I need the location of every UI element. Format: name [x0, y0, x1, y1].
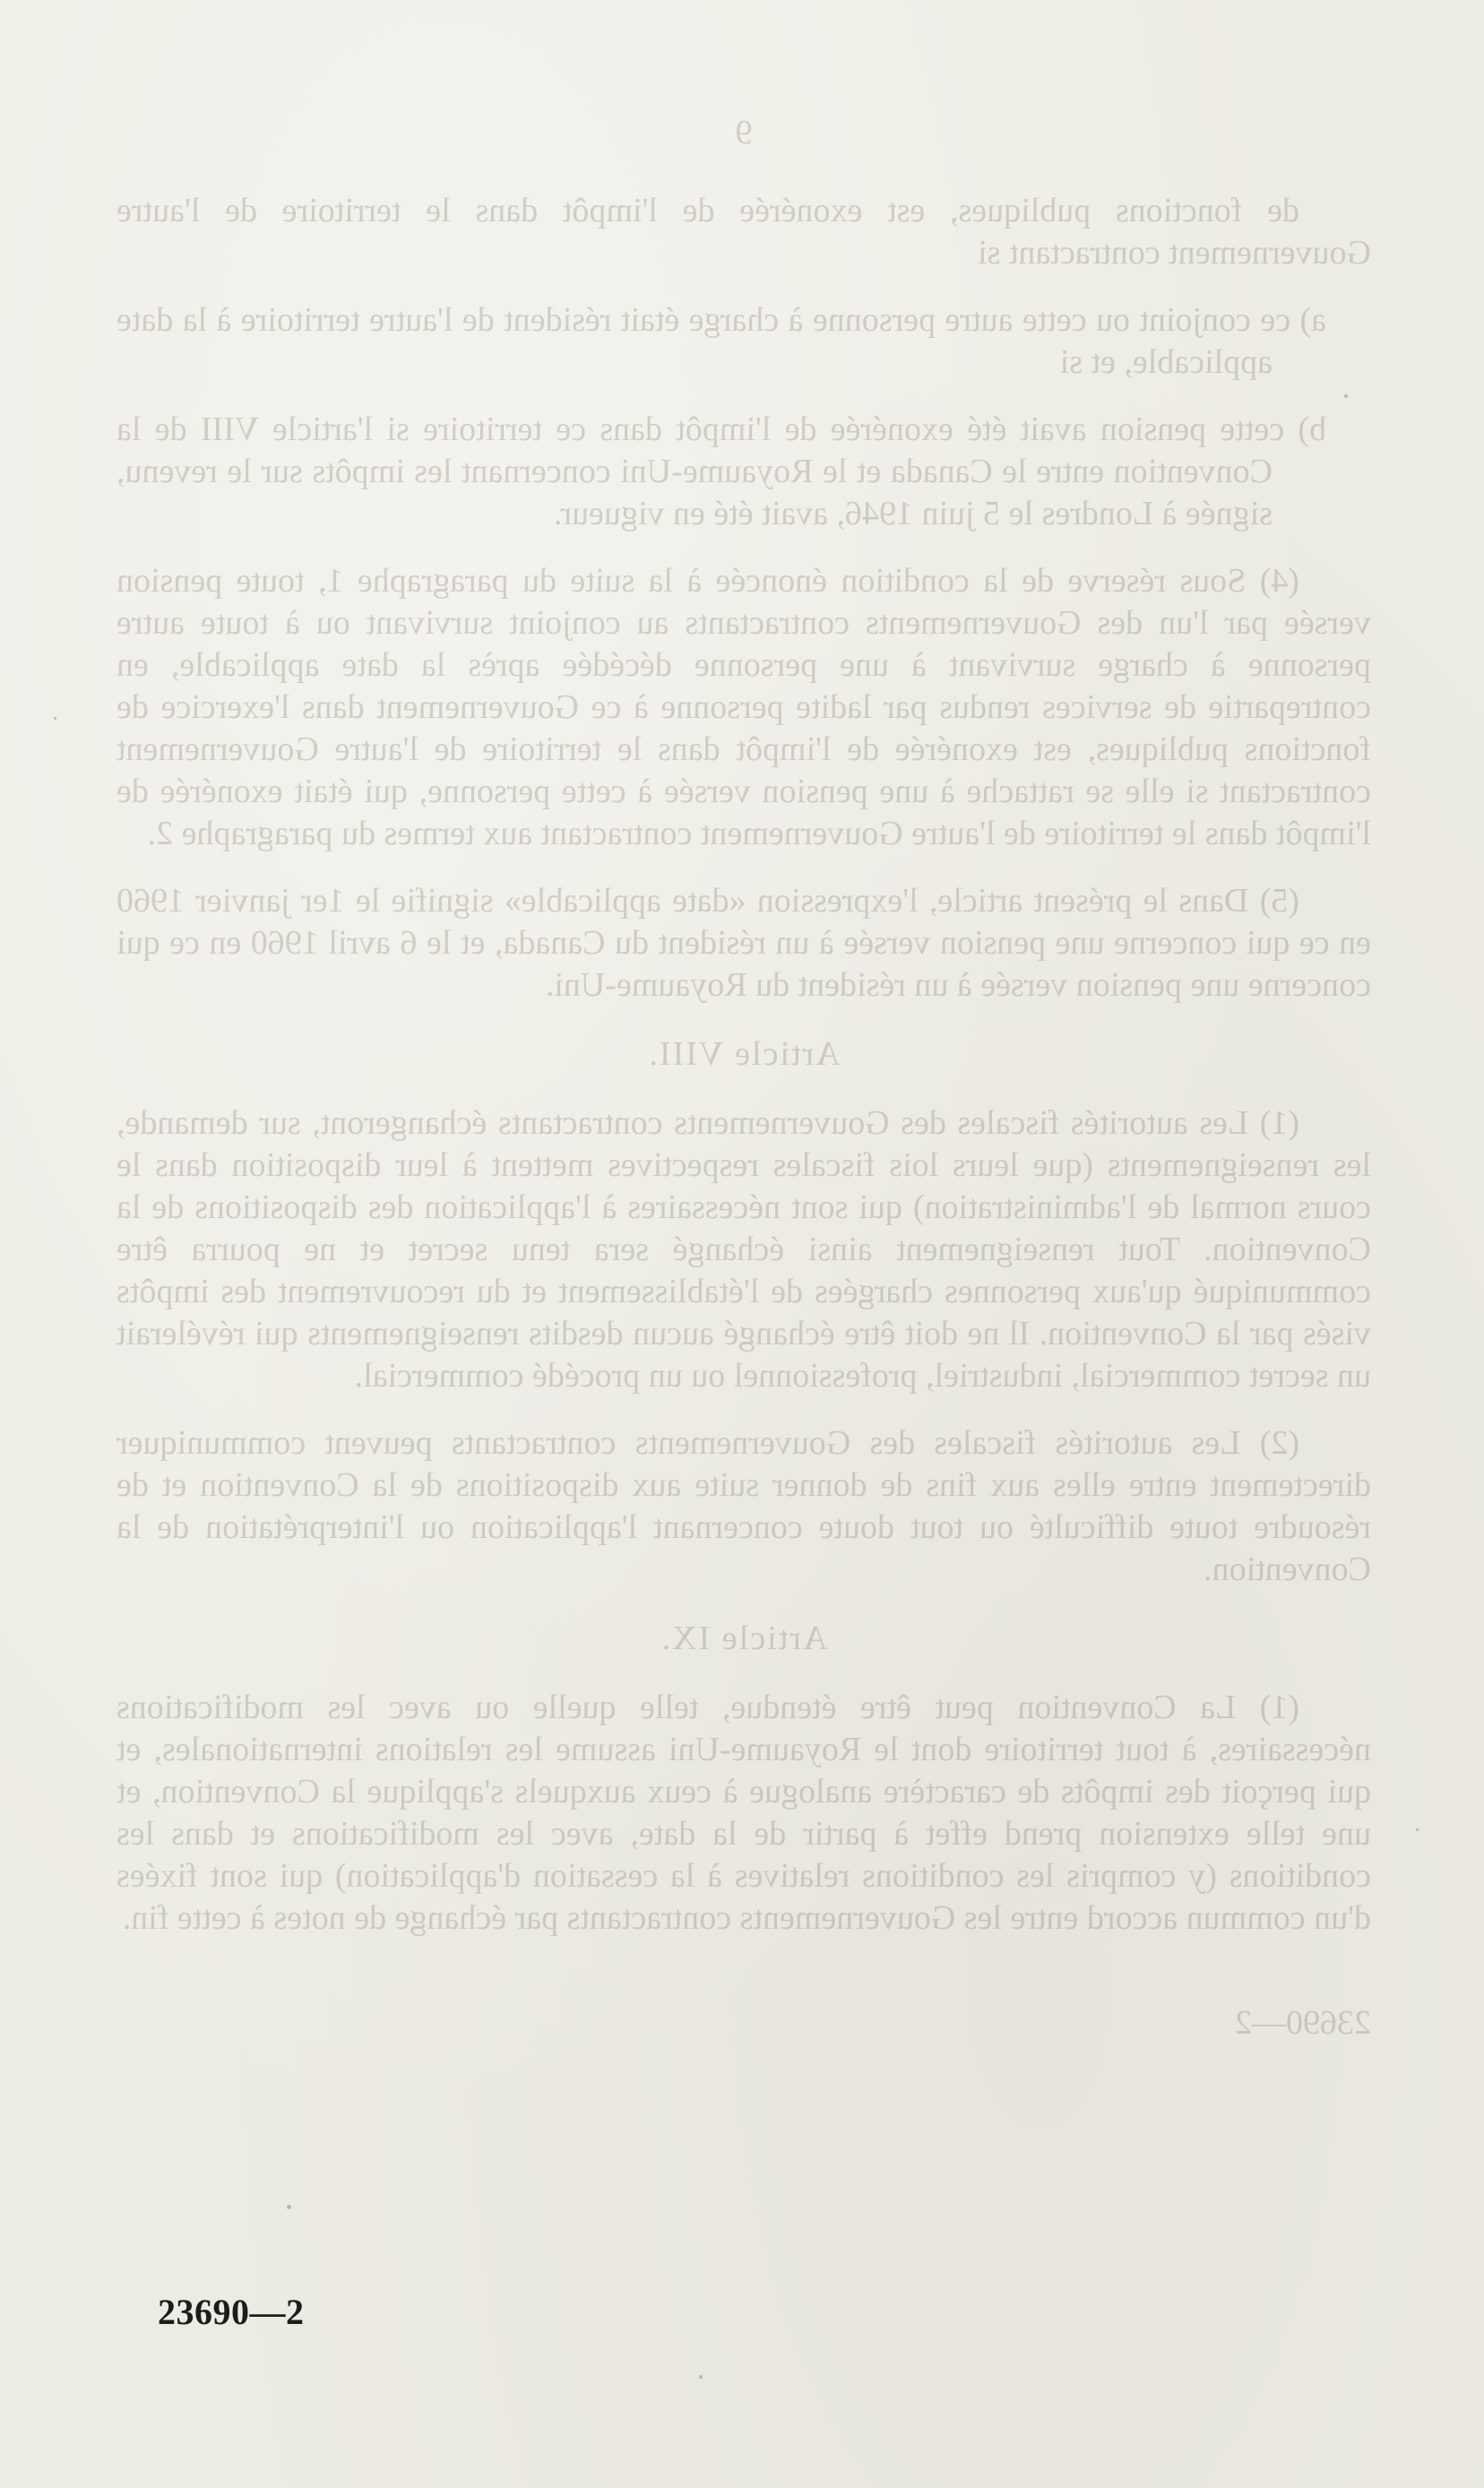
- bleed-paragraph: de fonctions publiques, est exonérée de l'impôt dans le territoire de l'autre Gouvernement contractant si: [116, 192, 1371, 272]
- paper-speck: [699, 2375, 703, 2379]
- paper-speck: [1416, 1828, 1419, 1831]
- bleed-item-b: b) cette pension avait été exonérée de l'impôt dans ce territoire si l'article VIII de la Convention entre le Canada et le Royaume-Uni concernant les impôts sur le revenu, signée à Londres le 5 juin 1946, avait été en vigueur.: [116, 410, 1326, 532]
- bleed-item-a: a) ce conjoint ou cette autre personne à charge était résident de l'autre territoire à la date applicable, et si: [116, 301, 1326, 381]
- bleed-article-heading: Article VIII.: [647, 1035, 841, 1073]
- bleed-article-heading: Article IX.: [660, 1620, 828, 1657]
- document-code: 23690—2: [158, 2292, 305, 2332]
- bleed-page-number: 9: [735, 114, 753, 151]
- bleed-paragraph: (1) La Convention peut être étendue, telle quelle ou avec les modifications nécessaires, à tout territoire dont le Royaume-Uni assume les relations internationales, et qui perçoit des impôts de caractère analogue à ceux auxquels s'applique la Convention, et une telle extension prend effet à partir de la date, avec les modifications et dans les conditions (y compris les conditions relatives à la cessation d'application) qui sont fixées d'un commun accord entre les Gouvernements contractants par échange de notes à cette fin.: [116, 1689, 1371, 1937]
- paper-speck: [54, 717, 56, 720]
- bleed-paragraph: (4) Sous réserve de la condition énoncée à la suite du paragraphe 1, toute pension versée par l'un des Gouvernements contractants au conjoint survivant ou à toute autre personne à charge survivant à une personne décédée après la date applicable, en contrepartie de services rendus par ladite personne à ce Gouvernement dans l'exercice de fonctions publiques, est exonérée de l'impôt dans le territoire de l'autre Gouvernement contractant si elle se rattache à une pension versée à cette personne, qui était exonérée de l'impôt dans le territoire de l'autre Gouvernement contractant aux termes du paragraphe 2.: [116, 562, 1371, 852]
- bleed-paragraph: (2) Les autorités fiscales des Gouvernements contractants peuvent communiquer directement entre elles aux fins de donner suite aux dispositions de la Convention et de résoudre toute difficulté ou tout doute concernant l'application ou l'interprétation de la Convention.: [116, 1424, 1371, 1588]
- bleed-through-text: [116, 112, 1371, 2069]
- bleed-paragraph: (1) Les autorités fiscales des Gouvernements contractants échangeront, sur demande, les renseignements (que leurs lois fiscales respectives mettent à leur disposition dans le cours normal de l'administration) qui sont nécessaires à l'application des dispositions de la Convention. Tout renseignement ainsi échangé sera tenu secret et ne pourra être communiqué qu'aux personnes chargées de l'établissement et du recouvrement des impôts visés par la Convention. Il ne doit être échangé aucun desdits renseignements qui révélerait un secret commercial, industriel, professionnel ou un procédé commercial.: [116, 1104, 1371, 1395]
- bleed-code: 23690—2: [1235, 2004, 1371, 2042]
- paper-speck: [287, 2205, 291, 2209]
- bleed-paragraph: (5) Dans le présent article, l'expression «date applicable» signifie le 1er janvier 1960 en ce qui concerne une pension versée à un résident du Canada, et le 6 avril 1960 en ce qui concerne une pension versée à un résident du Royaume-Uni.: [116, 882, 1371, 1004]
- paper-speck: [1344, 394, 1348, 398]
